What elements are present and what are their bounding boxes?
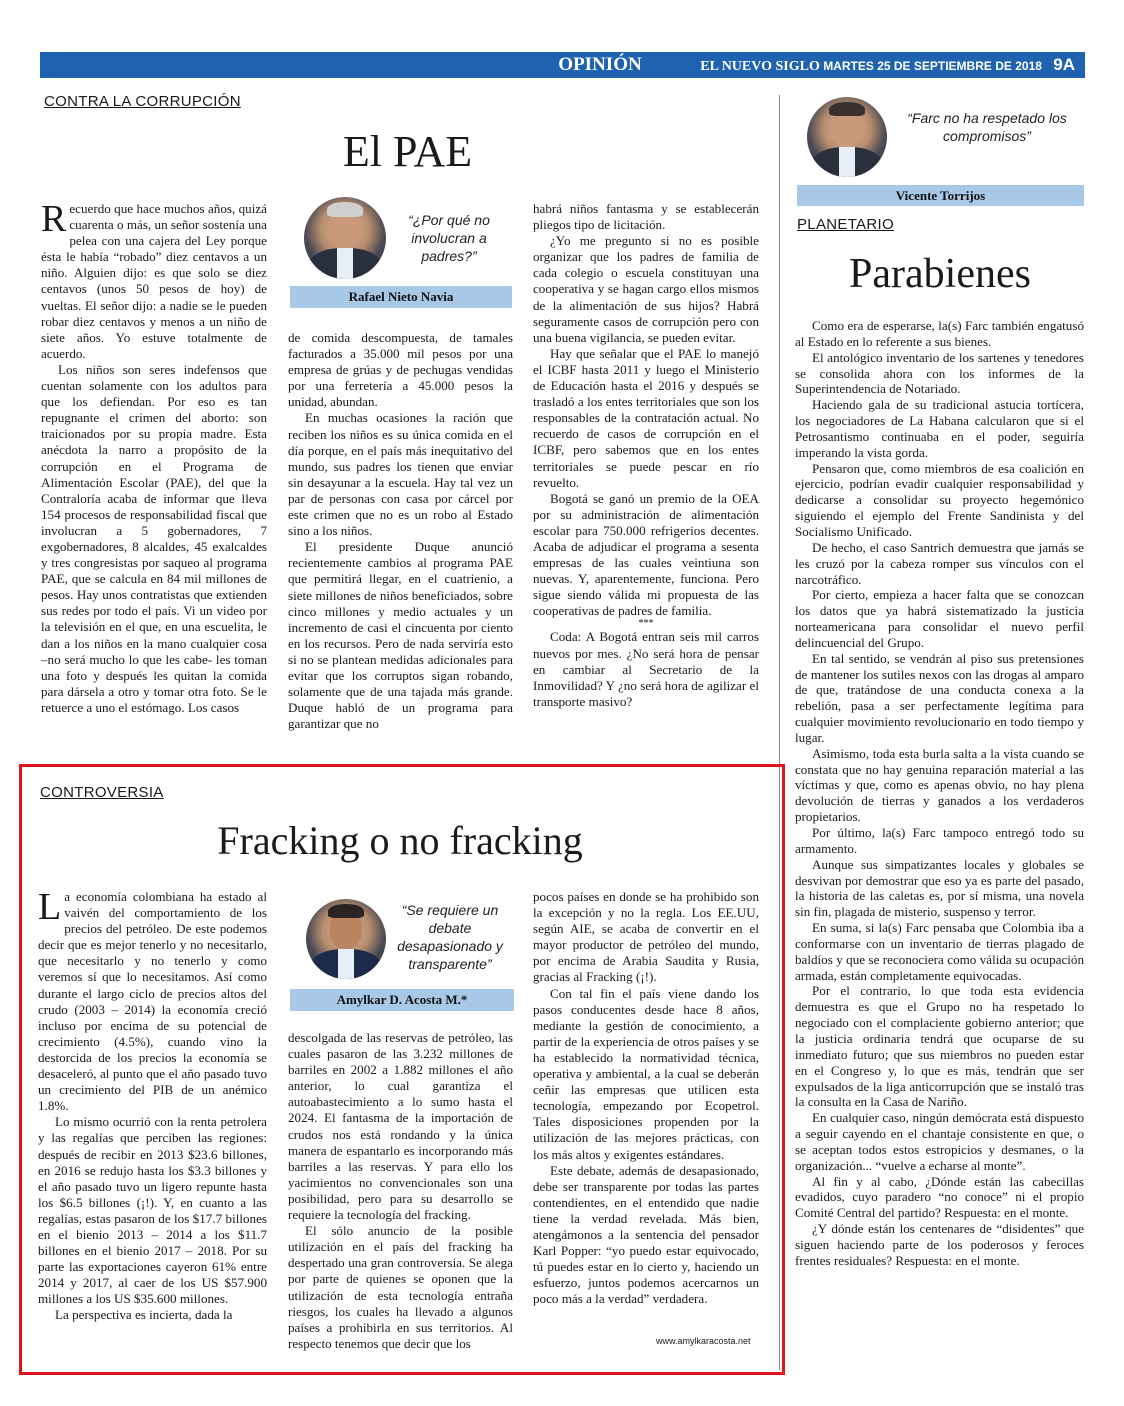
coda: Coda: A Bogotá entran seis mil carros nuevos por mes. ¿No será hora de pensar en cambiar al Secretario de la Inmovilidad? Y ¿no será hora de agilizar el transporte masivo?	[533, 629, 759, 709]
paragraph: Con tal fin el país viene dando los pasos conducentes desde hace 8 años, mediante la gestión de conocimiento, a partir de la experiencia de otros países y se ha establecido la normatividad técnica, operativa y ambiental, a la cual se deberán ceñir las empresas que utilicen esta tecnología, empezando por Ecopetrol. Tales disposiciones propenden por la utilización de las mejores prácticas, con los más altos y exigentes estándares.	[533, 985, 759, 1162]
drop-cap: L	[38, 886, 62, 928]
paragraph: ¿Yo me pregunto si no es posible organizar que los padres de familia de cada colegio o escuela constituyan una cooperativa y se hagan cargo ellos mismos de la alimentación de sus hijos? Habrá seguramente casos de corrupción pero con una buena vigilancia, se pueden evitar.	[533, 233, 759, 345]
article2-kicker: CONTROVERSIA	[40, 784, 164, 801]
paragraph: Haciendo gala de su tradicional astucia tortícera, los negociadores de La Habana calcularon que si el Petrosantismo continuaba en el poder, seguiría imperando la vista gorda.	[795, 397, 1084, 460]
paragraph: En suma, si la(s) Farc pensaba que Colombia iba a conformarse con un inventario de tierras plagado de baldíos y que se reconociera como válida su ocupación armada, están completamente equivocadas.	[795, 920, 1084, 983]
section-header-bar	[40, 52, 1085, 78]
paragraph: Los niños son seres indefensos que cuentan solamente con los adultos para que los defiendan. Por eso es tan repugnante el crimen del aborto: son traicionados por su propia madre. Esta anécdota la narro a propósito de la corrupción en el Programa de Alimentación Escolar (PAE), del que la Contraloría acaba de informar que lleva 154 procesos de responsabilidad fiscal que involucran a 5 gobernadores, 7 exgobernadores, 8 alcaldes, 45 exalcaldes y tres congresistas por saqueo al programa PAE, que se calcula en 84 mil millones de pesos. Hay unos contratistas que extienden sus redes por todo el país. Vi un video por la televisión en el que, en una escuelita, le dan a los niños en la mano cualquier cosa –no será mucho lo que les cabe- les toman una foto y después les quitan la comida para dársela a otro y tomar otra foto. Se le retuerce a uno el estómago. Los casos	[41, 361, 267, 715]
paragraph: a economía colombiana ha estado al vaivén del comportamiento de los precios del petróleo. De este podemos decir que es mejor tenerlo y no necesitarlo, que necesitarlo y no tenerlo y como veremos sí que lo necesitamos. Así como durante el largo ciclo de precios altos del crudo (2003 – 2014) la economía creció incluso por encima de su potencial de crecimiento (4.5%), cuando vino la destorcida de los precios la economía se desaceleró, al punto que el año pasado tuvo un crecimiento del PIB de un anémico 1.8%.	[38, 889, 267, 1114]
article2-column-1	[38, 886, 267, 1324]
pull-quote: “¿Por qué no involucran a padres?”	[408, 212, 490, 264]
paragraph: Por cierto, empieza a hacer falta que se conozcan los datos que ya habrá sistematizado la justicia norteamericana para consolidar el nuevo perfil delincuencial del Grupo.	[795, 587, 1084, 650]
author-name: Rafael Nieto Navia	[290, 286, 512, 308]
article3-title: Parabienes	[849, 251, 1031, 297]
paragraph: Por el contrario, lo que toda esta evidencia demuestra es que el Grupo no ha respetado lo negociado con el complaciente gobierno anterior; que la justicia ordinaria tendrá que ocuparse de su inmediato futuro; que sus miembros no pueden estar en el Congreso y, lo que es más, tendrán que ser expulsados de la liga anticorrupción que se instaló tras la consulta en la Casa de Nariño.	[795, 983, 1084, 1110]
paragraph: La perspectiva es incierta, dada la	[55, 1307, 233, 1323]
page-info	[700, 55, 1075, 77]
pull-quote: “Se requiere un debate desapasionado y transparente”	[397, 902, 503, 972]
paragraph: Bogotá se ganó un premio de la OEA por su administración de alimentación escolar para 750.000 refrigerios decentes. Acaba de adjudicar el programa a sesenta empresas de las cuales veintiuna son nuevas. Y, aparentemente, funciona. Pero sigue siendo válida mi propuesta de las cooperativas de padres de familia.	[533, 490, 759, 619]
paragraph: Lo mismo ocurrió con la renta petrolera y las regalías que perciben las regiones: después de recibir en 2013 $23.6 billones, en 2016 se redujo hasta los $3.3 billones y el año pasado tuvo un ligero repunte hasta los $6.5 billones (¡!). Y, en cuanto a las regalías, estas pasaron de los $17.7 billones en el bienio 2013 – 2014 a los $11.7 billones en el bienio 2017 – 2018. Por su parte las exportaciones cayeron 61% entre 2014 y 2017, al caer de los US $57.900 millones a los US $35.600 millones.	[38, 1114, 267, 1307]
author-photo	[807, 97, 887, 177]
article1-column-3	[533, 201, 759, 710]
paragraph: En cualquier caso, ningún demócrata está dispuesto a seguir cayendo en el chantaje consistente en que, o se aceptan todos estos estropicios y desmanes, o la organización... “vuelve a echarse al monte”.	[795, 1110, 1084, 1173]
paragraph: En tal sentido, se vendrán al piso sus pretensiones de mantener los sutiles nexos con las drogas al amparo de que, tratándose de una conducta conexa a la rebelión, pasa a ser perfectamente legítima para cualquier movimiento revolucionario en todo tiempo y lugar.	[795, 650, 1084, 745]
author-name: Vicente Torrijos	[797, 185, 1084, 206]
paragraph: El antológico inventario de los sartenes y tenedores se consolida ahora con los informes de la Superintendencia de Notariado.	[795, 349, 1084, 397]
article1-title: El PAE	[342, 127, 473, 176]
paragraph: ecuerdo que hace muchos años, quizá cuarenta o más, un señor sostenía una pelea con una cajera del Ley porque ésta le había “robado” diez centavos a un niño. Alguien dijo: es que solo se diez centavos (unos 50 pesos de hoy) de vueltas. El señor dijo: a nadie se le pueden robar diez centavos y menos a un niño de siete años. Yo estuve totalmente de acuerdo.	[41, 201, 267, 361]
article2-column-3	[533, 889, 759, 1307]
separator: ***	[638, 618, 654, 630]
paragraph: En muchas ocasiones la ración que reciben los niños es su única comida en el día porque, en el país más inequitativo del mundo, sus padres los tienen que enviar sin desayunar a la escuela. Hay tal vez un par de personas con casa por cárcel por este crimen que no es un robo al Estado sino a los niños.	[288, 410, 513, 539]
paragraph: De hecho, el caso Santrich demuestra que jamás se les cruzó por la cabeza romper sus vínculos con el narcotráfico.	[795, 539, 1084, 587]
newspaper-name: EL NUEVO SIGLO	[700, 59, 820, 74]
pull-quote: “Farc no ha respetado los compromisos”	[907, 110, 1067, 144]
author-box	[290, 193, 512, 311]
paragraph: habrá niños fantasma y se establecerán pliegos tipo de licitación.	[533, 201, 759, 233]
paragraph: Pensaron que, como miembros de esa coalición en ejercicio, podrían evadir cualquier responsabilidad y dedicarse a consolidar su proyecto hegemónico siguiendo el ejemplo del Frente Sandinista y del Socialismo Unificado.	[795, 460, 1084, 539]
paragraph: Aunque sus simpatizantes locales y globales se desvivan por demostrar que eso ya es parte del pasado, la historia de las caletas es, por sí misma, una novela sin fin, plagada de misterio, suspenso y terror.	[795, 856, 1084, 920]
paragraph: Este debate, además de desapasionado, debe ser transparente por todas las partes contendientes, en el entendido que nadie tiene la verdad revelada. Más bien, atengámonos a la sentencia del pensador Karl Popper: “yo puedo estar equivocado, tú puedes estar en lo cierto y, haciendo un esfuerzo, juntos podemos acercarnos un poco más a la verdad” verdadera.	[533, 1162, 759, 1307]
paragraph: pocos países en donde se ha prohibido son la excepción y no la regla. Los EE.UU, según AIE, se acaba de convertir en el mayor productor de petróleo del mundo, por encima de Arabia Saudita y Rusia, gracias al Fracking (¡!).	[533, 889, 759, 985]
article1-column-1	[41, 198, 267, 716]
paragraph: Por último, la(s) Farc tampoco entregó todo su armamento.	[795, 825, 1084, 856]
paragraph: descolgada de las reservas de petróleo, las cuales pasaron de las 3.232 millones de barriles en 2002 a 1.882 millones el año anterior, lo cual garantiza el autoabastecimiento a lo sumo hasta el 2024. El fantasma de la importación de crudos nos está rondando y la única manera de espantarlo es incorporando más barriles a las reservas. Y para ello los yacimientos no convencionales son una posibilidad, pero para su desarrollo se requiere la tecnología del fracking.	[288, 1030, 513, 1223]
author-photo	[306, 899, 386, 979]
article1-column-2	[288, 330, 513, 732]
author-box	[290, 895, 514, 1013]
paragraph: ¿Y dónde están los centenares de “disidentes” que siguen haciendo parte de los poderosos y feroces frentes residuales? Respuesta: en el monte.	[795, 1221, 1084, 1268]
article2-column-2	[288, 1030, 513, 1352]
author-photo	[304, 197, 386, 279]
paragraph: Hay que señalar que el PAE lo manejó el ICBF hasta 2011 y luego el Ministerio de Educación hasta el 2016 y después se trasladó a los entes territoriales que son los responsables de la contratación actual. No recuerdo de casos de corrupción en el ICBF, pero sabemos que en los entes territoriales se puede pescar en río revuelto.	[533, 345, 759, 490]
issue-date: MARTES 25 DE SEPTIEMBRE DE 2018	[823, 59, 1042, 73]
paragraph: de comida descompuesta, de tamales facturados a 35.000 mil pesos por una empresa de grúas y de pechugas vendidas por una ferretería a 45.000 pesos la unidad, abundan.	[288, 330, 513, 410]
paragraph: Como era de esperarse, la(s) Farc también engatusó al Estado en lo referente a sus bienes.	[795, 318, 1084, 349]
article2-title: Fracking o no fracking	[217, 818, 583, 863]
paragraph: Asimismo, toda esta burla salta a la vista cuando se constata que no hay genuina reparación material a las víctimas y que, como es apenas obvio, no hay plena devolución de tierras y ganados a los verdaderos propietarios.	[795, 745, 1084, 825]
author-website[interactable]: www.amylkaracosta.net	[656, 1336, 751, 1346]
author-box	[797, 95, 1084, 207]
paragraph: El sólo anuncio de la posible utilización en el país del fracking ha despertado una gran controversia. Se alega por parte de quienes se oponen que la utilización de esta tecnología entraña riesgos, los cuales ha llevado a algunos países a prohibirla en sus territorios. Al respecto tenemos que decir que los	[288, 1223, 513, 1351]
paragraph: Al fin y al cabo, ¿Dónde están las cabecillas evadidos, cuyo paradero “no conoce” ni el propio Comité Central del partido? Respuesta: en el monte.	[795, 1173, 1084, 1221]
page-number: 9A	[1053, 55, 1075, 74]
paragraph: El presidente Duque anunció recientemente cambios al programa PAE que permitirá llegar, en el cuatrienio, a siete millones de niños beneficiados, sobre cinco millones y medio actuales y un incremento de casi el cincuenta por ciento en los recursos. Pero de nada serviría esto si no se plantean medidas adicionales para evitar que los corruptos sigan robando, solamente que de una tajada más grande. Duque habló de un programa para garantizar que no	[288, 539, 513, 732]
section-name: OPINIÓN	[558, 54, 642, 75]
article1-kicker: CONTRA LA CORRUPCIÓN	[44, 93, 241, 110]
article3-body	[795, 318, 1084, 1269]
author-name: Amylkar D. Acosta M.*	[290, 989, 514, 1011]
article3-kicker: PLANETARIO	[797, 216, 894, 233]
drop-cap: R	[41, 198, 67, 240]
